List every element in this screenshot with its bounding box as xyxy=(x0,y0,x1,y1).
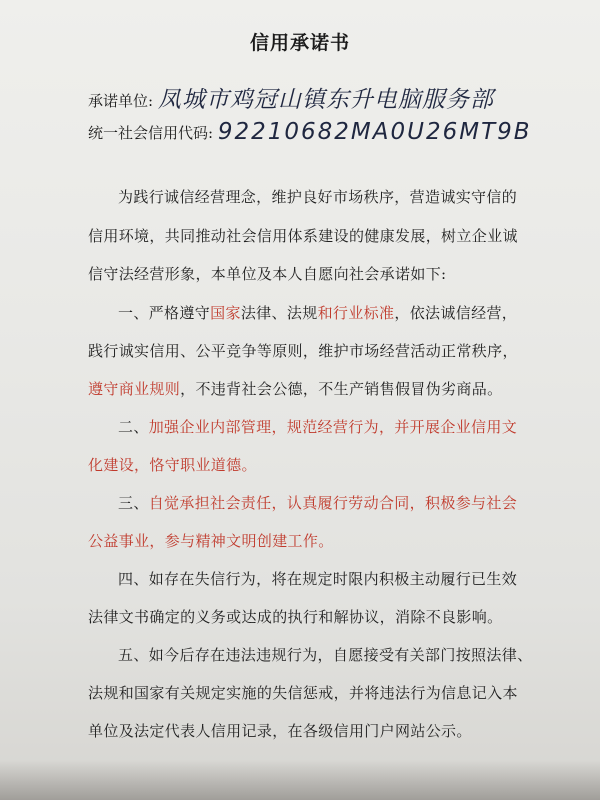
document-title: 信用承诺书 xyxy=(249,32,350,54)
highlighted-text: 化建设，恪守职业道德。 xyxy=(88,456,257,474)
body-line xyxy=(118,416,517,437)
body-line xyxy=(88,225,518,246)
body-line xyxy=(118,644,532,665)
credit-code-field xyxy=(88,118,532,144)
body-text: 四、如存在失信行为，将在规定时限内积极主动履行已生效 xyxy=(118,570,518,588)
body-text: 三、 xyxy=(118,494,149,512)
highlighted-text: 加强企业内部管理，规范经营行为，并开展企业信用文 xyxy=(148,418,518,436)
body-line xyxy=(88,263,446,284)
body-text: 二、 xyxy=(118,418,149,436)
unit-label: 承诺单位: xyxy=(88,92,154,110)
body-text: 单位及法定代表人信用记录，在各级信用门户网站公示。 xyxy=(88,722,472,740)
body-line xyxy=(88,378,502,399)
body-line xyxy=(88,606,502,627)
body-line xyxy=(118,186,517,207)
highlighted-text: 遵守商业规则 xyxy=(88,380,181,398)
body-text: 一、严格遵守 xyxy=(118,304,211,322)
body-text: 信守法经营形象，本单位及本人自愿向社会承诺如下: xyxy=(88,265,447,283)
highlighted-text: 公益事业，参与精神文明创建工作。 xyxy=(88,532,334,550)
body-text: ，不违背社会公德，不生产销售假冒伪劣商品。 xyxy=(180,380,503,398)
body-text: 信用环境，共同推动社会信用体系建设的健康发展，树立企业诚 xyxy=(88,227,518,245)
body-text: 法律、法规 xyxy=(240,304,318,322)
body-text: 法律文书确定的义务或达成的执行和解协议，消除不良影响。 xyxy=(88,608,503,626)
body-text: 五、如今后存在违法违规行为，自愿接受有关部门按照法律、 xyxy=(118,646,533,664)
page-bottom-shadow xyxy=(0,760,600,800)
credit-code-handwritten-value: 92210682MA0U26MT9B xyxy=(217,119,532,145)
body-text: 法规和国家有关规定实施的失信惩戒，并将违法行为信息记入本 xyxy=(88,684,518,702)
highlighted-text: 自觉承担社会责任，认真履行劳动合同，积极参与社会 xyxy=(148,494,518,512)
body-line xyxy=(88,720,472,741)
unit-field xyxy=(88,80,494,113)
body-line xyxy=(88,530,334,551)
credit-code-label: 统一社会信用代码: xyxy=(88,124,214,142)
body-line xyxy=(88,454,257,475)
body-text: ，依法诚信经营， xyxy=(394,304,518,322)
unit-handwritten-value: 凤城市鸡冠山镇东升电脑服务部 xyxy=(157,87,494,113)
highlighted-text: 国家 xyxy=(210,304,241,322)
body-text: 践行诚实信用、公平竞争等原则，维护市场经营活动正常秩序， xyxy=(88,342,518,360)
body-line xyxy=(88,682,518,703)
body-line xyxy=(118,492,517,513)
body-line xyxy=(118,302,517,323)
body-text: 为践行诚信经营理念，维护良好市场秩序，营造诚实守信的 xyxy=(118,188,518,206)
body-line xyxy=(88,340,518,361)
highlighted-text: 和行业标准 xyxy=(317,304,395,322)
body-line xyxy=(118,568,517,589)
